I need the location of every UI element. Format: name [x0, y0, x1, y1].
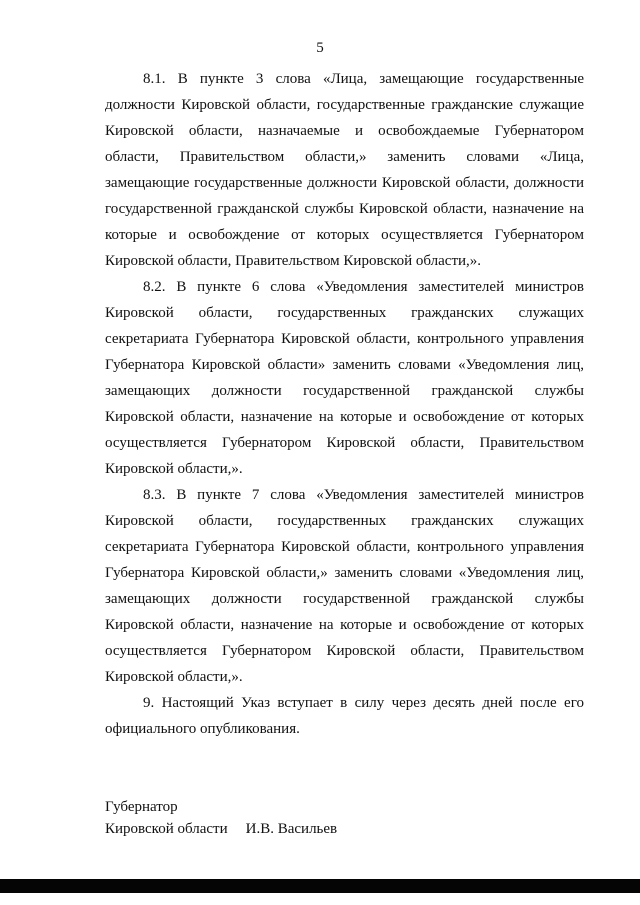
signature-title-line-1: Губернатор [105, 799, 178, 815]
signature-name: И.В. Васильев [245, 821, 338, 837]
scan-bottom-border [0, 879, 640, 893]
signature-block [105, 796, 337, 840]
document-body [105, 66, 584, 742]
paragraph-8-1: 8.1. В пункте 3 слова «Лица, замещающие государственные должности Кировской области, государственные гражданские служащие Кировской области, назначаемые и освобождаемые Губернатором области, Правительством области,» заменить словами «Лица, замещающие государственные должности Кировской области, должности государственной гражданской службы Кировской области, назначение на которые и освобождение от которых осуществляется Губернатором Кировской области, Правительством Кировской области,». [105, 71, 584, 269]
paragraph-8-3: 8.3. В пункте 7 слова «Уведомления заместителей министров Кировской области, государственных гражданских служащих секретариата Губернатора Кировской области, контрольного управления Губернатора Кировской области,» заменить словами «Уведомления лиц, замещающих должности государственной гражданской службы Кировской области, назначение на которые и освобождение от которых осуществляется Губернатором Кировской области, Правительством Кировской области,». [105, 487, 584, 685]
paragraph-8-2: 8.2. В пункте 6 слова «Уведомления заместителей министров Кировской области, государственных гражданских служащих секретариата Губернатора Кировской области, контрольного управления Губернатора Кировской области» заменить словами «Уведомления лиц, замещающих должности государственной гражданской службы Кировской области, назначение на которые и освобождение от которых осуществляется Губернатором Кировской области, Правительством Кировской области,». [105, 279, 584, 477]
signature-title-region: Кировской области [105, 821, 228, 837]
page-number: 5 [316, 40, 324, 56]
paragraph-9: 9. Настоящий Указ вступает в силу через десять дней после его официального опубликования. [105, 695, 584, 737]
signature-title-line-2 [105, 818, 337, 840]
